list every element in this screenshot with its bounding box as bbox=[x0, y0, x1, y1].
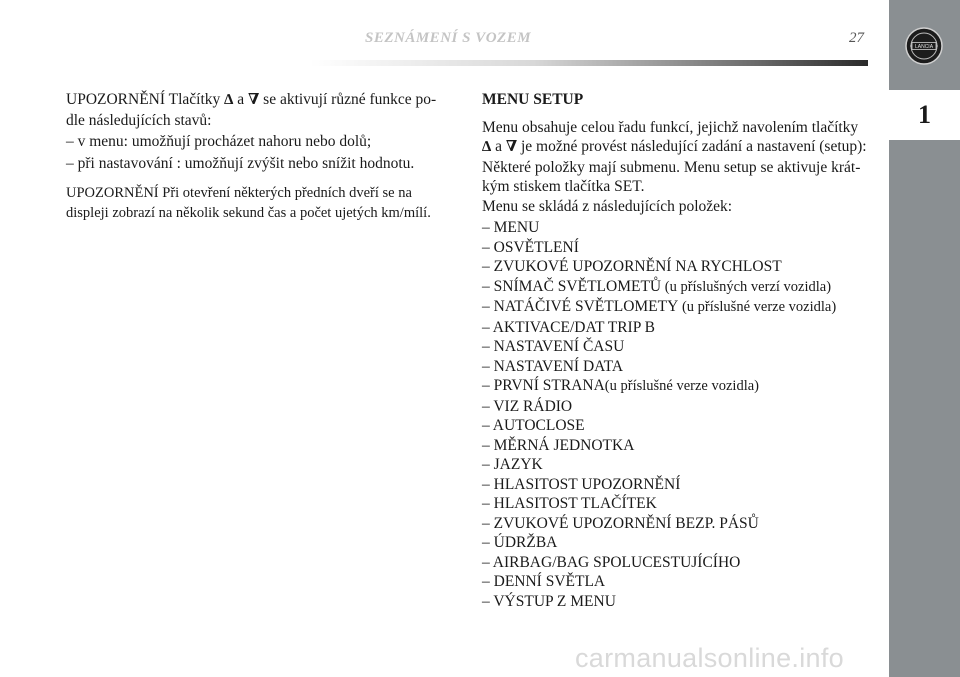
menu-list-item bbox=[482, 533, 872, 553]
warning-label: UPOZORNĚNÍ Tlačítky bbox=[66, 91, 221, 108]
menu-list-item bbox=[482, 475, 872, 495]
header-rule bbox=[310, 60, 868, 66]
menu-setup-heading: MENU SETUP bbox=[482, 91, 584, 108]
menu-list-item bbox=[482, 337, 872, 357]
menu-list-item bbox=[482, 357, 872, 377]
section-title: SEZNÁMENÍ S VOZEM bbox=[365, 30, 532, 46]
menu-item-label: – AIRBAG/BAG SPOLUCESTUJÍCÍHO bbox=[482, 553, 741, 571]
page-number: 27 bbox=[849, 30, 864, 46]
menu-list-item bbox=[482, 257, 872, 277]
menu-item-label: – AKTIVACE/DAT TRIP B bbox=[482, 318, 655, 336]
up-arrow-icon: ∆ bbox=[482, 139, 492, 155]
menu-item-label: – SNÍMAČ SVĚTLOMETŮ bbox=[482, 277, 662, 295]
menu-item-label: – PRVNÍ STRANA bbox=[482, 377, 605, 394]
menu-list-item bbox=[482, 318, 872, 338]
warning-text: se aktivují různé funkce po- bbox=[263, 91, 437, 108]
down-arrow-icon: ∇ bbox=[505, 139, 518, 155]
bullet-item: – v menu: umožňují procházet nahoru nebo dolů; bbox=[66, 133, 372, 150]
menu-items-list bbox=[482, 218, 872, 611]
menu-list-item bbox=[482, 238, 872, 258]
right-column bbox=[482, 90, 872, 611]
menu-item-label: – JAZYK bbox=[482, 456, 543, 473]
menu-list-item bbox=[482, 376, 872, 397]
lancia-logo-icon bbox=[904, 26, 944, 66]
menu-item-note: (u příslušné verze vozidla) bbox=[604, 378, 759, 394]
chapter-number: 1 bbox=[889, 90, 960, 140]
intro-line: Menu obsahuje celou řadu funkcí, jejichž navolením tlačítky bbox=[482, 118, 859, 136]
intro-line: Některé položky mají submenu. Menu setup se aktivuje krát- bbox=[482, 158, 861, 176]
menu-list-item bbox=[482, 416, 872, 436]
conjunction: a bbox=[237, 91, 245, 108]
menu-list-item bbox=[482, 436, 872, 456]
menu-item-label: – ZVUKOVÉ UPOZORNĚNÍ BEZP. PÁSŮ bbox=[482, 514, 759, 532]
intro-line: je možné provést následující zadání a nastavení (setup): bbox=[521, 138, 867, 155]
menu-list-item bbox=[482, 592, 872, 612]
warning-doors-line1: UPOZORNĚNÍ Při otevření některých předních dveří se na bbox=[66, 185, 412, 201]
intro-line: kým stiskem tlačítka SET. bbox=[482, 178, 645, 195]
bullet-item: – při nastavování : umožňují zvýšit nebo snížit hodnotu. bbox=[66, 154, 415, 172]
menu-item-label: – MĚRNÁ JEDNOTKA bbox=[482, 436, 635, 454]
down-arrow-icon: ∇ bbox=[247, 92, 260, 108]
menu-item-label: – NASTAVENÍ DATA bbox=[482, 357, 624, 375]
menu-item-label: – AUTOCLOSE bbox=[482, 417, 585, 434]
left-column bbox=[66, 90, 456, 225]
menu-item-label: – VÝSTUP Z MENU bbox=[482, 592, 616, 610]
menu-list-item bbox=[482, 514, 872, 534]
menu-item-label: – NASTAVENÍ ČASU bbox=[482, 338, 625, 355]
warning-doors-line2: displeji zobrazí na několik sekund čas a počet ujetých km/mílí. bbox=[66, 204, 431, 221]
menu-item-label: – VIZ RÁDIO bbox=[482, 397, 573, 415]
menu-item-note: (u příslušné verze vozidla) bbox=[678, 299, 837, 315]
menu-list-item bbox=[482, 297, 872, 318]
menu-list-item bbox=[482, 455, 872, 475]
menu-list-item bbox=[482, 494, 872, 514]
menu-item-label: – ZVUKOVÉ UPOZORNĚNÍ NA RYCHLOST bbox=[482, 258, 782, 275]
conjunction: a bbox=[495, 138, 502, 155]
menu-item-note: (u příslušných verzí vozidla) bbox=[661, 278, 832, 295]
menu-list-item bbox=[482, 218, 872, 238]
menu-item-label: – DENNÍ SVĚTLA bbox=[482, 573, 606, 590]
warning-text-line2: dle následujících stavů: bbox=[66, 111, 212, 129]
menu-list-item bbox=[482, 572, 872, 592]
warning-doors bbox=[66, 184, 456, 223]
menu-list-item bbox=[482, 553, 872, 573]
menu-item-label: – ÚDRŽBA bbox=[482, 534, 558, 551]
menu-item-label: – HLASITOST TLAČÍTEK bbox=[482, 495, 657, 512]
menu-list-item bbox=[482, 397, 872, 417]
watermark: carmanualsonline.info bbox=[575, 643, 844, 673]
menu-list-item bbox=[482, 277, 872, 298]
menu-item-label: – HLASITOST UPOZORNĚNÍ bbox=[482, 475, 681, 493]
menu-item-label: – MENU bbox=[482, 219, 540, 236]
up-arrow-icon: ∆ bbox=[224, 92, 234, 108]
menu-item-label: – NATÁČIVÉ SVĚTLOMETY bbox=[482, 298, 679, 315]
logo-text: LANCIA bbox=[914, 44, 934, 50]
warning-buttons bbox=[66, 90, 456, 130]
chapter-side-tab bbox=[889, 0, 960, 677]
intro-line: Menu se skládá z následujících položek: bbox=[482, 197, 733, 215]
intro-paragraph bbox=[482, 118, 872, 217]
menu-item-label: – OSVĚTLENÍ bbox=[482, 238, 579, 256]
